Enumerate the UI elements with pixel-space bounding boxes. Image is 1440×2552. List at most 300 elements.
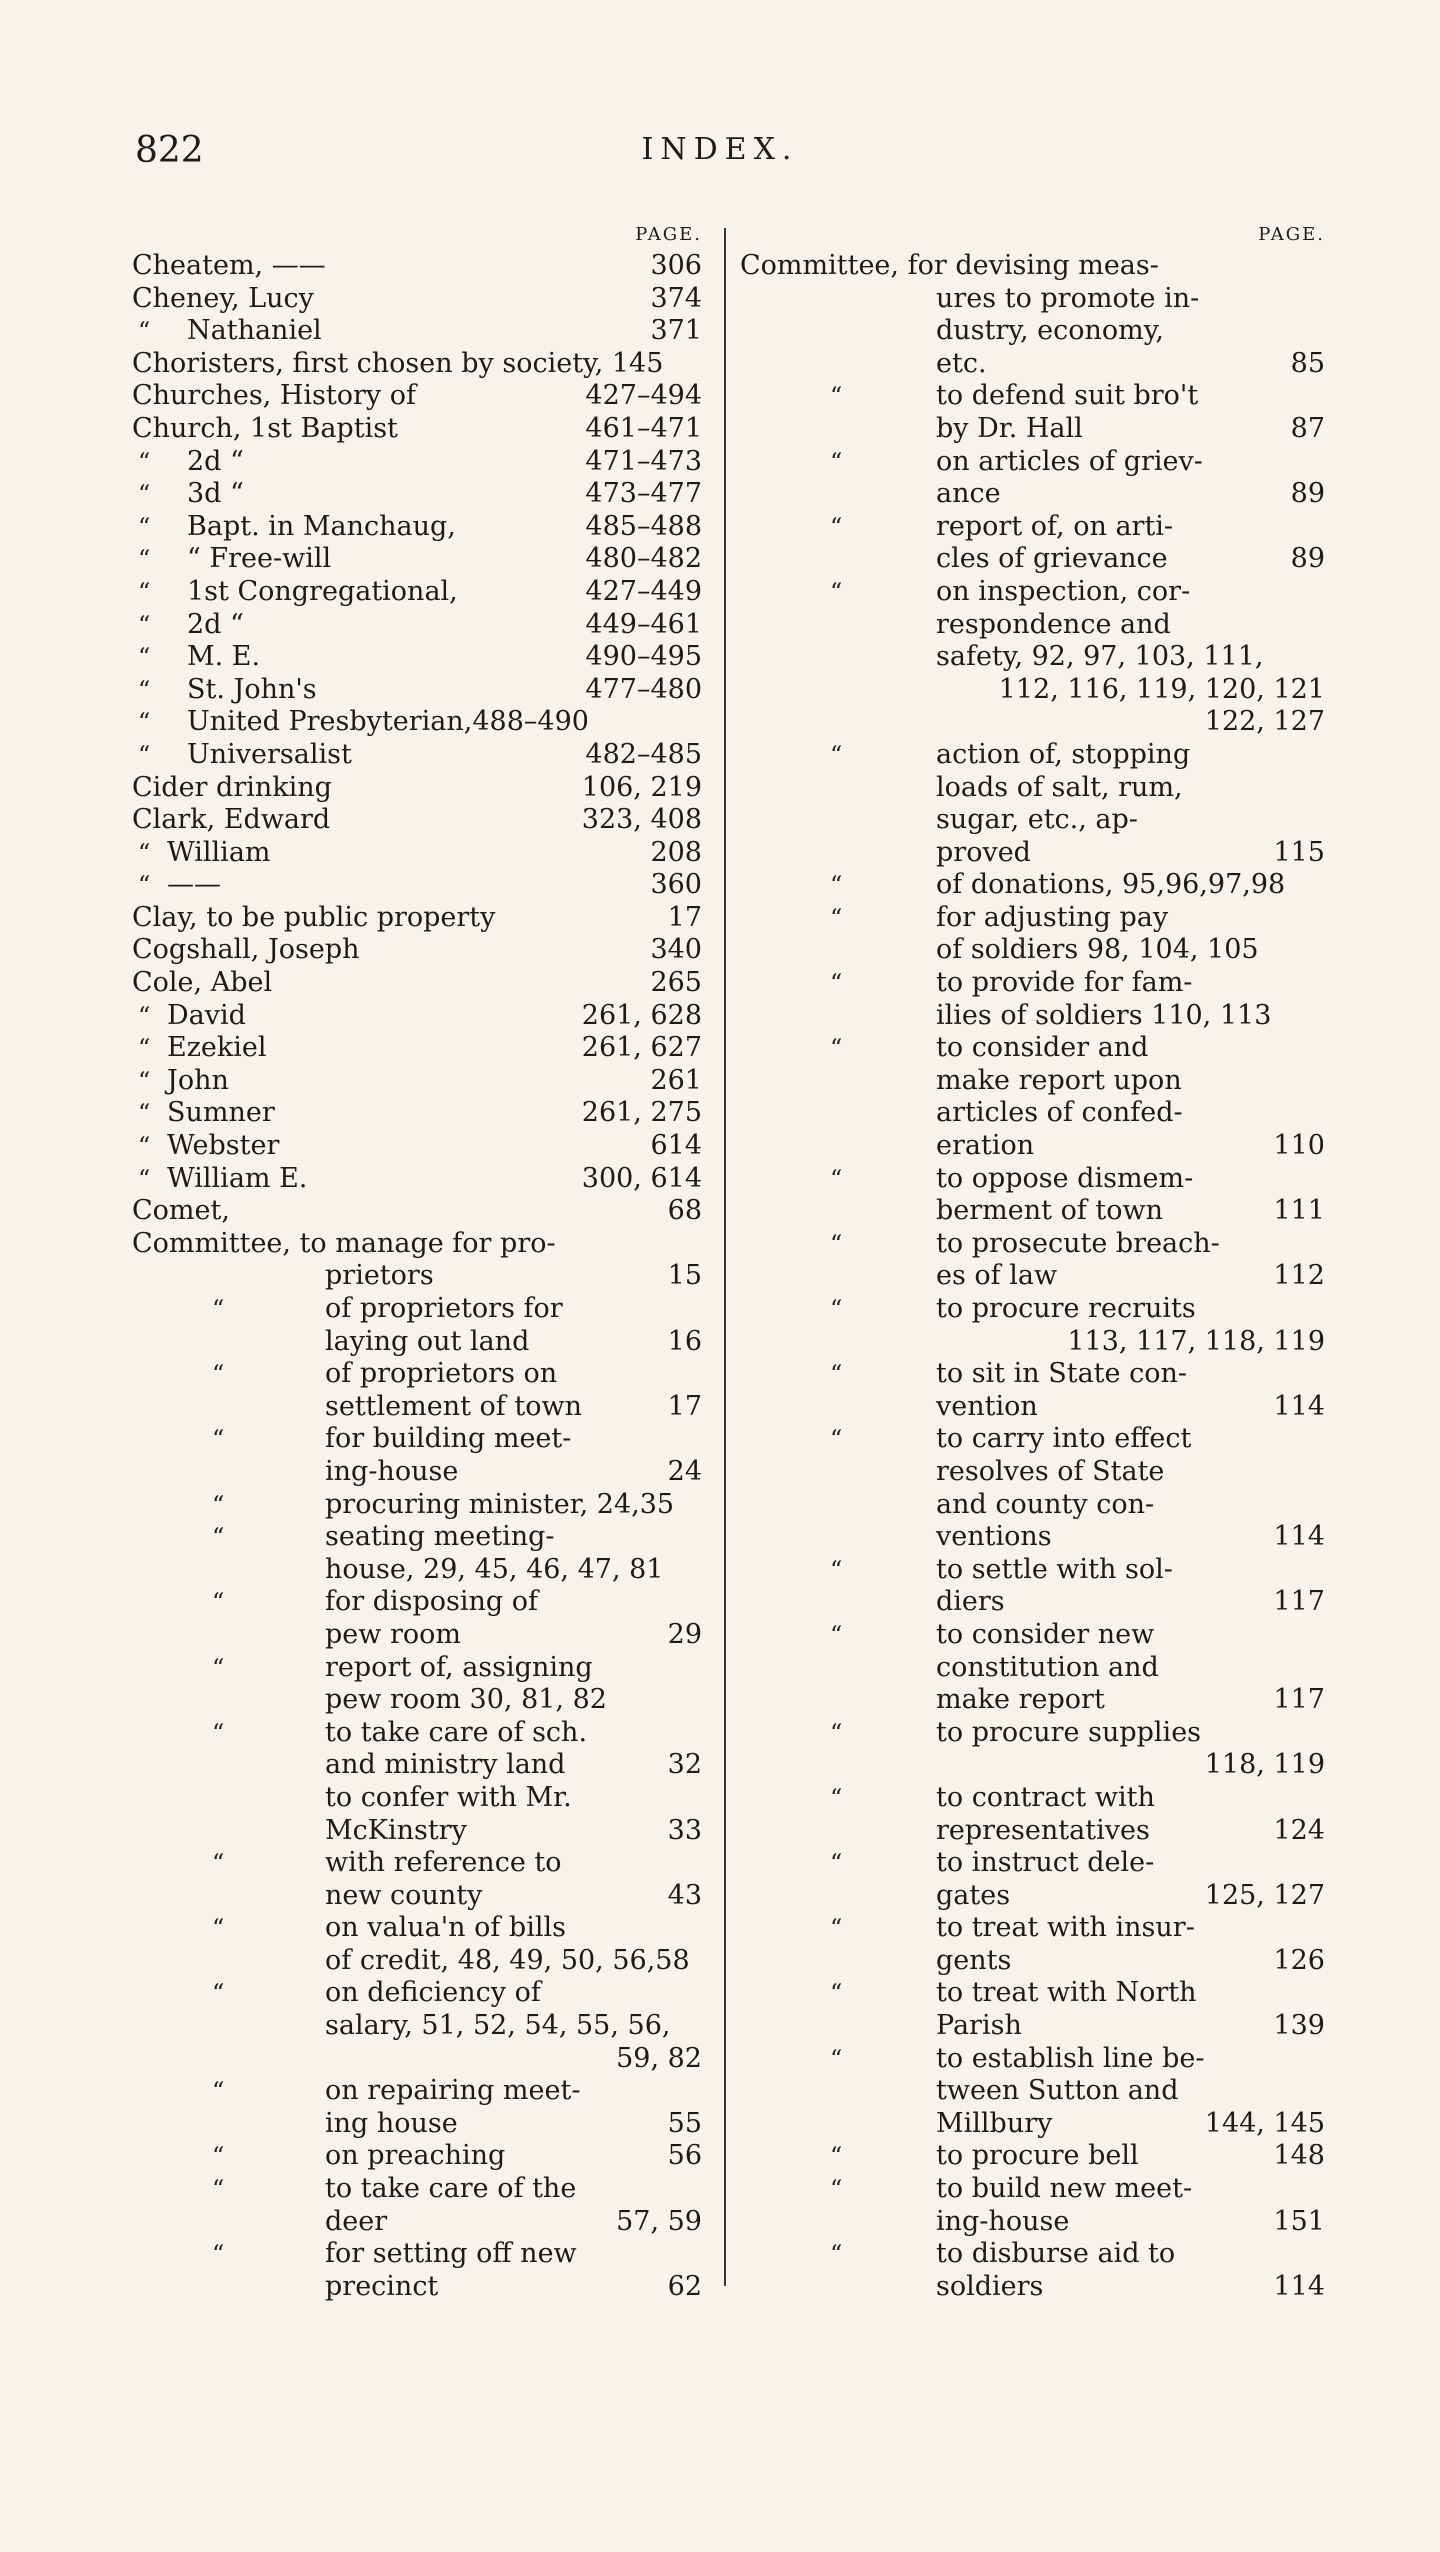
index-entry <box>740 2043 1325 2076</box>
index-entry <box>740 1554 1325 1587</box>
ditto-mark: “ <box>138 512 151 541</box>
index-entry <box>740 1489 1325 1522</box>
entry-text: M. E. <box>187 641 261 673</box>
entry-text: proved <box>936 836 1031 868</box>
index-entry <box>740 2173 1325 2206</box>
entry-text: Cider drinking <box>132 771 332 803</box>
index-entry <box>740 804 1325 837</box>
index-entry <box>132 2206 702 2239</box>
ditto-mark: “ <box>830 1164 843 1193</box>
index-entry <box>740 1358 1325 1391</box>
index-entry <box>132 576 702 609</box>
entry-text: salary, 51, 52, 54, 55, 56, <box>325 2010 671 2042</box>
entry-text: and county con- <box>936 1488 1155 1520</box>
index-entry <box>132 2173 702 2206</box>
index-entry <box>740 641 1325 674</box>
index-entry <box>740 1260 1325 1293</box>
entry-text: to oppose dismem- <box>936 1162 1194 1194</box>
index-entry <box>740 934 1325 967</box>
entry-text: precinct <box>325 2270 439 2302</box>
index-entry <box>132 1228 702 1261</box>
entry-pages: 614 <box>650 1130 702 1162</box>
entry-text: articles of confed- <box>936 1097 1183 1129</box>
index-entry <box>132 1456 702 1489</box>
entry-text: to build new meet- <box>936 2173 1193 2205</box>
index-entry <box>132 1489 702 1522</box>
entry-text: to carry into effect <box>936 1423 1192 1455</box>
entry-pages: 427–449 <box>585 575 702 607</box>
entry-text: United Presbyterian,488–490 <box>187 706 589 738</box>
index-entry <box>740 739 1325 772</box>
index-entry <box>132 967 702 1000</box>
entry-text: action of, stopping <box>936 738 1191 770</box>
ditto-mark: “ <box>830 577 843 606</box>
ditto-mark: “ <box>830 2240 843 2269</box>
entry-text: es of law <box>936 1260 1058 1292</box>
entry-text: deer <box>325 2205 388 2237</box>
entry-pages: 85 <box>1290 347 1325 379</box>
entry-pages: 59, 82 <box>616 2042 702 2074</box>
entry-text: tween Sutton and <box>936 2075 1179 2107</box>
entry-text: Cheney, Lucy <box>132 282 314 314</box>
index-entry <box>132 543 702 576</box>
index-entry <box>132 446 702 479</box>
entry-pages: 261 <box>650 1064 702 1096</box>
ditto-mark: “ <box>830 1979 843 2008</box>
entry-pages: 471–473 <box>585 445 702 477</box>
ditto-mark: “ <box>830 903 843 932</box>
index-entry <box>740 2271 1325 2304</box>
entry-text: to contract with <box>936 1781 1155 1813</box>
index-entry <box>132 934 702 967</box>
ditto-mark: “ <box>212 1914 225 1943</box>
index-entry <box>132 1391 702 1424</box>
entry-text: Church, 1st Baptist <box>132 412 398 444</box>
index-entry <box>132 1586 702 1619</box>
index-entry <box>132 1945 702 1978</box>
index-entry <box>740 706 1325 739</box>
entry-pages: 261, 628 <box>581 999 702 1031</box>
entry-pages: 300, 614 <box>581 1162 702 1194</box>
entry-text: of credit, 48, 49, 50, 56,58 <box>325 1944 690 1976</box>
entry-pages: 113, 117, 118, 119 <box>1067 1325 1325 1357</box>
entry-pages: 87 <box>1290 412 1325 444</box>
index-entry <box>740 1097 1325 1130</box>
entry-text: “ Free-will <box>187 543 332 575</box>
entry-pages: 117 <box>1273 1684 1325 1716</box>
entry-pages: 144, 145 <box>1204 2107 1325 2139</box>
index-entry <box>132 1032 702 1065</box>
entry-text: cles of grievance <box>936 543 1168 575</box>
entry-text: Committee, for devising meas- <box>740 250 1159 281</box>
entry-pages: 122, 127 <box>1204 706 1325 738</box>
entry-pages: 89 <box>1290 478 1325 510</box>
index-entry <box>740 348 1325 381</box>
ditto-mark: “ <box>212 2142 225 2171</box>
entry-pages: 118, 119 <box>1204 1749 1325 1781</box>
entry-text: of proprietors on <box>325 1358 558 1390</box>
index-entry <box>132 2043 702 2076</box>
entry-text: Churches, History of <box>132 380 416 412</box>
entry-text: with reference to <box>325 1847 562 1879</box>
ditto-mark: “ <box>830 969 843 998</box>
ditto-mark: “ <box>138 480 151 509</box>
ditto-mark: “ <box>138 447 151 476</box>
ditto-mark: “ <box>138 317 151 346</box>
entry-text: eration <box>936 1130 1035 1162</box>
entry-text: on inspection, cor- <box>936 575 1191 607</box>
entry-pages: 461–471 <box>585 412 702 444</box>
entry-pages: 112 <box>1273 1260 1325 1292</box>
index-entry <box>740 1163 1325 1196</box>
ditto-mark: “ <box>830 382 843 411</box>
index-entry <box>132 511 702 544</box>
index-entry <box>740 2140 1325 2173</box>
entry-text: of donations, 95,96,97,98 <box>936 869 1286 901</box>
index-entry <box>740 1228 1325 1261</box>
entry-text: Comet, <box>132 1195 230 1227</box>
entry-text: loads of salt, rum, <box>936 771 1183 803</box>
index-entry <box>132 1097 702 1130</box>
index-entry <box>740 446 1325 479</box>
index-entry <box>132 739 702 772</box>
index-entry <box>132 1977 702 2010</box>
index-column-left <box>132 220 702 2303</box>
entry-pages: 17 <box>667 901 702 933</box>
index-entry <box>740 1521 1325 1554</box>
index-entry <box>132 609 702 642</box>
entry-text: ing house <box>325 2107 458 2139</box>
index-entry <box>132 413 702 446</box>
entry-pages: 340 <box>650 934 702 966</box>
index-entry <box>132 706 702 739</box>
entry-pages: 306 <box>650 250 702 281</box>
ditto-mark: “ <box>138 1001 151 1030</box>
entry-pages: 43 <box>667 1879 702 1911</box>
entry-text: by Dr. Hall <box>936 412 1083 444</box>
index-entry <box>132 2010 702 2043</box>
entry-text: to sit in State con- <box>936 1358 1187 1390</box>
entry-pages: 449–461 <box>585 608 702 640</box>
entry-text: house, 29, 45, 46, 47, 81 <box>325 1553 664 1585</box>
index-entry <box>740 1065 1325 1098</box>
entry-text: 2d “ <box>187 445 244 477</box>
entry-text: of proprietors for <box>325 1293 563 1324</box>
index-entry <box>132 1652 702 1685</box>
entry-text: —— <box>167 869 221 901</box>
index-entry <box>132 1065 702 1098</box>
entry-pages: 115 <box>1273 836 1325 868</box>
index-entry <box>740 1195 1325 1228</box>
ditto-mark: “ <box>138 545 151 574</box>
entry-text: on repairing meet- <box>325 2075 581 2107</box>
index-entry <box>740 1717 1325 1750</box>
entry-text: and ministry land <box>325 1749 566 1781</box>
entry-text: to disburse aid to <box>936 2238 1176 2270</box>
index-entry <box>132 2238 702 2271</box>
entry-text: pew room <box>325 1618 461 1650</box>
entry-text: Nathaniel <box>187 315 322 347</box>
entry-pages: 151 <box>1273 2205 1325 2237</box>
index-entry <box>132 1880 702 1913</box>
entry-text: Cheatem, —— <box>132 250 326 281</box>
index-entry <box>132 1847 702 1880</box>
entry-pages: 148 <box>1273 2140 1325 2172</box>
ditto-mark: “ <box>830 1718 843 1747</box>
ditto-mark: “ <box>830 1620 843 1649</box>
index-entry <box>740 772 1325 805</box>
entry-text: William E. <box>167 1162 308 1194</box>
entry-text: to defend suit bro't <box>936 380 1199 412</box>
entry-text: for disposing of <box>325 1586 539 1618</box>
entry-pages: 55 <box>667 2107 702 2139</box>
ditto-mark: “ <box>830 447 843 476</box>
entry-list <box>740 250 1325 2303</box>
entry-text: to take care of the <box>325 2173 577 2205</box>
entry-text: John <box>167 1064 229 1096</box>
ditto-mark: “ <box>212 1588 225 1617</box>
entry-pages: 427–494 <box>585 380 702 412</box>
index-entry <box>132 1749 702 1782</box>
index-entry <box>740 1423 1325 1456</box>
index-entry <box>740 1749 1325 1782</box>
ditto-mark: “ <box>138 708 151 737</box>
entry-text: soldiers <box>936 2270 1044 2302</box>
entry-text: resolves of State <box>936 1455 1165 1487</box>
ditto-mark: “ <box>212 1425 225 1454</box>
entry-text: William <box>167 836 271 868</box>
ditto-mark: “ <box>212 1523 225 1552</box>
index-entry <box>740 1912 1325 1945</box>
entry-pages: 114 <box>1273 1521 1325 1553</box>
index-entry <box>740 1130 1325 1163</box>
entry-text: berment of town <box>936 1195 1164 1227</box>
entry-pages: 110 <box>1273 1130 1325 1162</box>
entry-text: ures to promote in- <box>936 282 1200 314</box>
page-label: PAGE. <box>1258 224 1325 245</box>
entry-text: to treat with insur- <box>936 1912 1195 1944</box>
entry-text: make report <box>936 1684 1105 1716</box>
index-entry <box>740 315 1325 348</box>
entry-text: on deficiency of <box>325 1977 541 2009</box>
ditto-mark: “ <box>830 1034 843 1063</box>
ditto-mark: “ <box>212 1718 225 1747</box>
index-entry <box>132 1130 702 1163</box>
index-entry <box>740 902 1325 935</box>
entry-text: to confer with Mr. <box>325 1781 572 1813</box>
entry-pages: 32 <box>667 1749 702 1781</box>
entry-text: to establish line be- <box>936 2042 1205 2074</box>
entry-text: for adjusting pay <box>936 901 1169 933</box>
entry-text: Committee, to manage for pro- <box>132 1227 556 1259</box>
entry-pages: 56 <box>667 2140 702 2172</box>
entry-text: procuring minister, 24,35 <box>325 1488 675 1520</box>
ditto-mark: “ <box>830 2142 843 2171</box>
entry-pages: 106, 219 <box>581 771 702 803</box>
ditto-mark: “ <box>138 1132 151 1161</box>
entry-text: prietors <box>325 1260 434 1292</box>
entry-pages: 16 <box>667 1325 702 1357</box>
entry-pages: 29 <box>667 1618 702 1650</box>
index-entry <box>132 1521 702 1554</box>
ditto-mark: “ <box>212 1979 225 2008</box>
index-entry <box>132 1293 702 1326</box>
ditto-mark: “ <box>830 1425 843 1454</box>
index-entry <box>740 511 1325 544</box>
entry-text: to prosecute breach- <box>936 1227 1220 1259</box>
index-entry <box>740 869 1325 902</box>
entry-pages: 482–485 <box>585 738 702 770</box>
index-entry <box>132 1163 702 1196</box>
entry-pages: 117 <box>1273 1586 1325 1618</box>
ditto-mark: “ <box>138 577 151 606</box>
index-entry <box>740 283 1325 316</box>
ditto-mark: “ <box>830 1555 843 1584</box>
entry-text: ing-house <box>936 2205 1070 2237</box>
index-entry <box>132 1000 702 1033</box>
entry-text: Universalist <box>187 738 352 770</box>
entry-pages: 323, 408 <box>581 804 702 836</box>
entry-text: to provide for fam- <box>936 967 1193 999</box>
index-entry <box>740 1847 1325 1880</box>
index-entry <box>132 250 702 283</box>
entry-text: report of, assigning <box>325 1651 593 1683</box>
entry-pages: 112, 116, 119, 120, 121 <box>998 673 1325 705</box>
ditto-mark: “ <box>138 1066 151 1095</box>
entry-text: dustry, economy, <box>936 315 1164 347</box>
entry-text: to instruct dele- <box>936 1847 1155 1879</box>
entry-text: respondence and <box>936 608 1171 640</box>
entry-pages: 261, 275 <box>581 1097 702 1129</box>
index-entry <box>132 772 702 805</box>
index-entry <box>740 1977 1325 2010</box>
ditto-mark: “ <box>138 838 151 867</box>
entry-text: to settle with sol- <box>936 1553 1173 1585</box>
entry-text: constitution and <box>936 1651 1159 1683</box>
ditto-mark: “ <box>212 2077 225 2106</box>
entry-text: ing-house <box>325 1455 459 1487</box>
entry-text: to take care of sch. <box>325 1716 588 1748</box>
entry-pages: 473–477 <box>585 478 702 510</box>
ditto-mark: “ <box>830 2175 843 2204</box>
index-entry <box>740 967 1325 1000</box>
ditto-mark: “ <box>138 643 151 672</box>
entry-text: safety, 92, 97, 103, 111, <box>936 641 1264 673</box>
entry-text: representatives <box>936 1814 1150 1846</box>
ditto-mark: “ <box>138 871 151 900</box>
ditto-mark: “ <box>830 1783 843 1812</box>
index-entry <box>740 2010 1325 2043</box>
index-entry <box>740 1456 1325 1489</box>
entry-pages: 126 <box>1273 1944 1325 1976</box>
index-entry <box>132 478 702 511</box>
entry-text: ventions <box>936 1521 1052 1553</box>
entry-pages: 477–480 <box>585 673 702 705</box>
entry-text: for setting off new <box>325 2238 577 2270</box>
ditto-mark: “ <box>212 2175 225 2204</box>
page-title: INDEX. <box>641 132 799 167</box>
index-entry <box>132 2075 702 2108</box>
index-entry <box>740 1619 1325 1652</box>
entry-text: to procure recruits <box>936 1293 1196 1324</box>
entry-text: Parish <box>936 2010 1022 2042</box>
entry-pages: 265 <box>650 967 702 999</box>
index-entry <box>132 315 702 348</box>
index-entry <box>740 543 1325 576</box>
index-entry <box>740 1815 1325 1848</box>
index-entry <box>132 1358 702 1391</box>
index-entry <box>132 674 702 707</box>
index-entry <box>740 250 1325 283</box>
entry-pages: 114 <box>1273 2270 1325 2302</box>
entry-pages: 111 <box>1273 1195 1325 1227</box>
index-entry <box>740 1032 1325 1065</box>
index-entry <box>740 1000 1325 1033</box>
entry-text: on preaching <box>325 2140 506 2172</box>
entry-pages: 89 <box>1290 543 1325 575</box>
ditto-mark: “ <box>138 1164 151 1193</box>
entry-text: Sumner <box>167 1097 275 1129</box>
ditto-mark: “ <box>138 1034 151 1063</box>
entry-pages: 17 <box>667 1390 702 1422</box>
index-entry <box>740 413 1325 446</box>
index-entry <box>740 1652 1325 1685</box>
entry-text: make report upon <box>936 1064 1182 1096</box>
entry-text: vention <box>936 1390 1038 1422</box>
index-entry <box>740 1293 1325 1326</box>
entry-text: on articles of griev- <box>936 445 1203 477</box>
page-number: 822 <box>135 130 204 171</box>
index-entry <box>740 2238 1325 2271</box>
entry-text: on valua'n of bills <box>325 1912 566 1944</box>
entry-pages: 374 <box>650 282 702 314</box>
entry-text: sugar, etc., ap- <box>936 804 1138 836</box>
ditto-mark: “ <box>212 1653 225 1682</box>
entry-text: to treat with North <box>936 1977 1197 2009</box>
index-entry <box>740 1684 1325 1717</box>
entry-pages: 57, 59 <box>616 2205 702 2237</box>
index-entry <box>132 380 702 413</box>
entry-text: Cole, Abel <box>132 967 273 999</box>
entry-text: ilies of soldiers 110, 113 <box>936 999 1272 1031</box>
entry-text: diers <box>936 1586 1005 1618</box>
entry-text: new county <box>325 1879 483 1911</box>
entry-text: David <box>167 999 246 1031</box>
index-entry <box>132 1782 702 1815</box>
entry-text: Ezekiel <box>167 1032 267 1064</box>
index-entry <box>132 1423 702 1456</box>
entry-text: to procure bell <box>936 2140 1139 2172</box>
index-entry <box>132 869 702 902</box>
index-entry <box>740 576 1325 609</box>
entry-text: Clark, Edward <box>132 804 331 836</box>
entry-text: etc. <box>936 347 987 379</box>
index-entry <box>740 478 1325 511</box>
index-entry <box>132 1619 702 1652</box>
entry-text: Cogshall, Joseph <box>132 934 360 966</box>
ditto-mark: “ <box>138 1099 151 1128</box>
entry-pages: 208 <box>650 836 702 868</box>
entry-text: laying out land <box>325 1325 530 1357</box>
ditto-mark: “ <box>212 1849 225 1878</box>
entry-text: gents <box>936 1944 1012 1976</box>
entry-pages: 33 <box>667 1814 702 1846</box>
entry-pages: 490–495 <box>585 641 702 673</box>
index-entry <box>132 1684 702 1717</box>
entry-text: 1st Congregational, <box>187 575 458 607</box>
entry-pages: 124 <box>1273 1814 1325 1846</box>
entry-text: Webster <box>167 1130 280 1162</box>
